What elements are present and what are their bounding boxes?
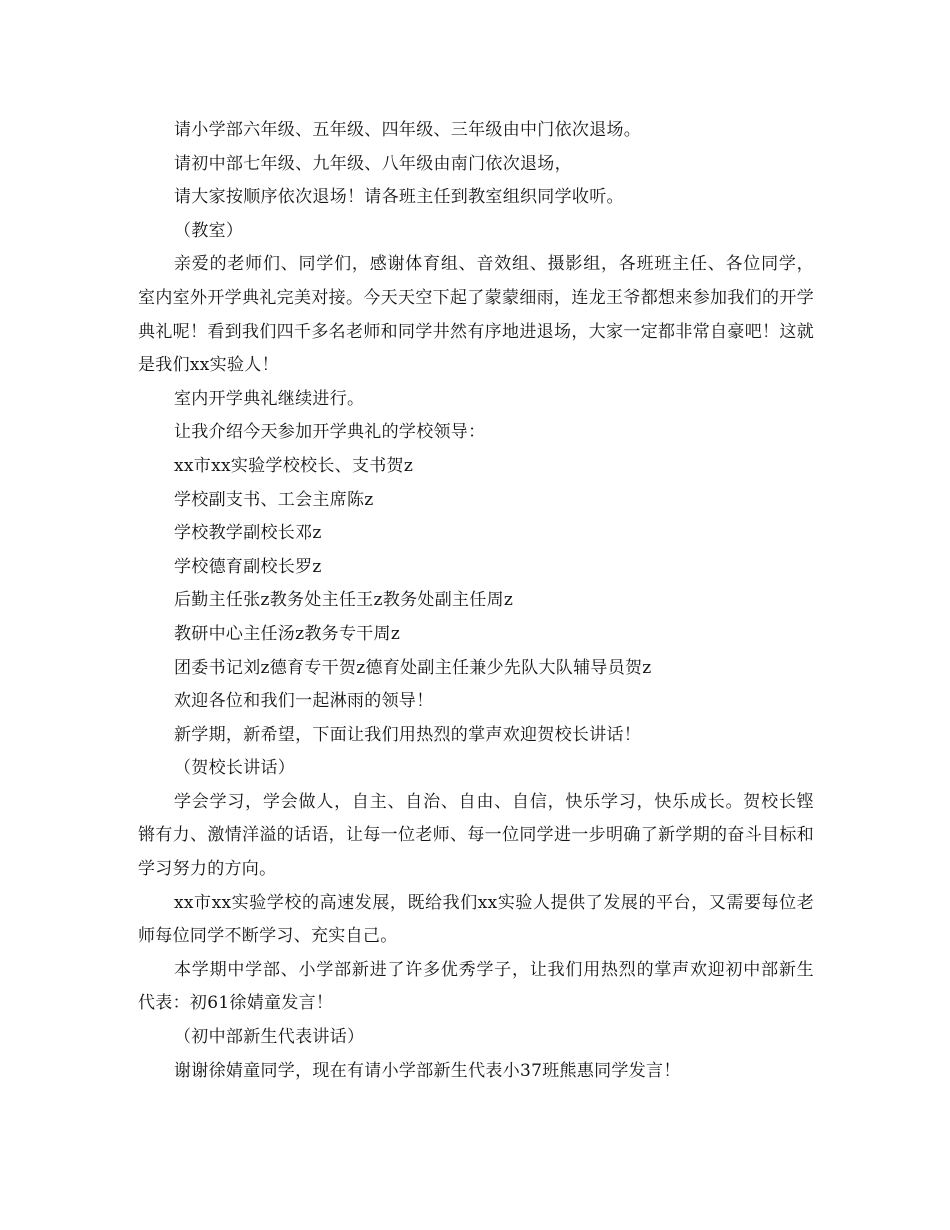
paragraph: 学校德育副校长罗z — [174, 556, 322, 577]
paragraph: （教室） — [174, 220, 244, 241]
paragraph: 学会学习，学会做人，自主、自治、自由、自信，快乐学习，快乐成长。贺校长铿锵有力、激情洋溢的话语，让每一位老师、每一位同学进一步明确了新学期的奋斗目标和学习努力的方向。 — [138, 791, 814, 880]
paragraph: 新学期，新希望，下面让我们用热烈的掌声欢迎贺校长讲话！ — [174, 724, 642, 745]
paragraph: 谢谢徐婧童同学，现在有请小学部新生代表小37班熊惠同学发言！ — [174, 1060, 681, 1081]
paragraph: 后勤主任张z教务处主任王z教务处副主任周z — [174, 590, 514, 611]
paragraph: xx市xx实验学校的高速发展，既给我们xx实验人提供了发展的平台，又需要每位老师每位同学不断学习、充实自己。 — [138, 892, 814, 947]
paragraph: 让我介绍今天参加开学典礼的学校领导： — [174, 422, 486, 443]
paragraph: 团委书记刘z德育专干贺z德育处副主任兼少先队大队辅导员贺z — [174, 657, 652, 678]
paragraph: 教研中心主任汤z教务专干周z — [174, 623, 401, 644]
paragraph: 请初中部七年级、九年级、八年级由南门依次退场， — [174, 153, 572, 174]
document-body — [138, 114, 814, 1088]
paragraph: （贺校长讲话） — [174, 758, 296, 779]
paragraph: （初中部新生代表讲话） — [174, 1027, 365, 1048]
paragraph: 本学期中学部、小学部新进了许多优秀学子，让我们用热烈的掌声欢迎初中部新生代表：初61徐婧童发言！ — [138, 959, 814, 1014]
paragraph: 室内开学典礼继续进行。 — [174, 388, 365, 409]
paragraph: 学校副支书、工会主席陈z — [174, 489, 374, 510]
paragraph: 请大家按顺序依次退场！请各班主任到教室组织同学收听。 — [174, 187, 624, 208]
paragraph: 学校教学副校长邓z — [174, 523, 322, 544]
paragraph: 欢迎各位和我们一起淋雨的领导！ — [174, 691, 434, 712]
paragraph: xx市xx实验学校校长、支书贺z — [174, 455, 414, 476]
paragraph: 亲爱的老师们、同学们，感谢体育组、音效组、摄影组，各班班主任、各位同学，室内室外开学典礼完美对接。今天天空下起了蒙蒙细雨，连龙王爷都想来参加我们的开学典礼呢！看到我们四千多名老师和同学井然有序地进退场，大家一定都非常自豪吧！这就是我们xx实验人！ — [138, 254, 814, 376]
paragraph: 请小学部六年级、五年级、四年级、三年级由中门依次退场。 — [174, 120, 642, 140]
